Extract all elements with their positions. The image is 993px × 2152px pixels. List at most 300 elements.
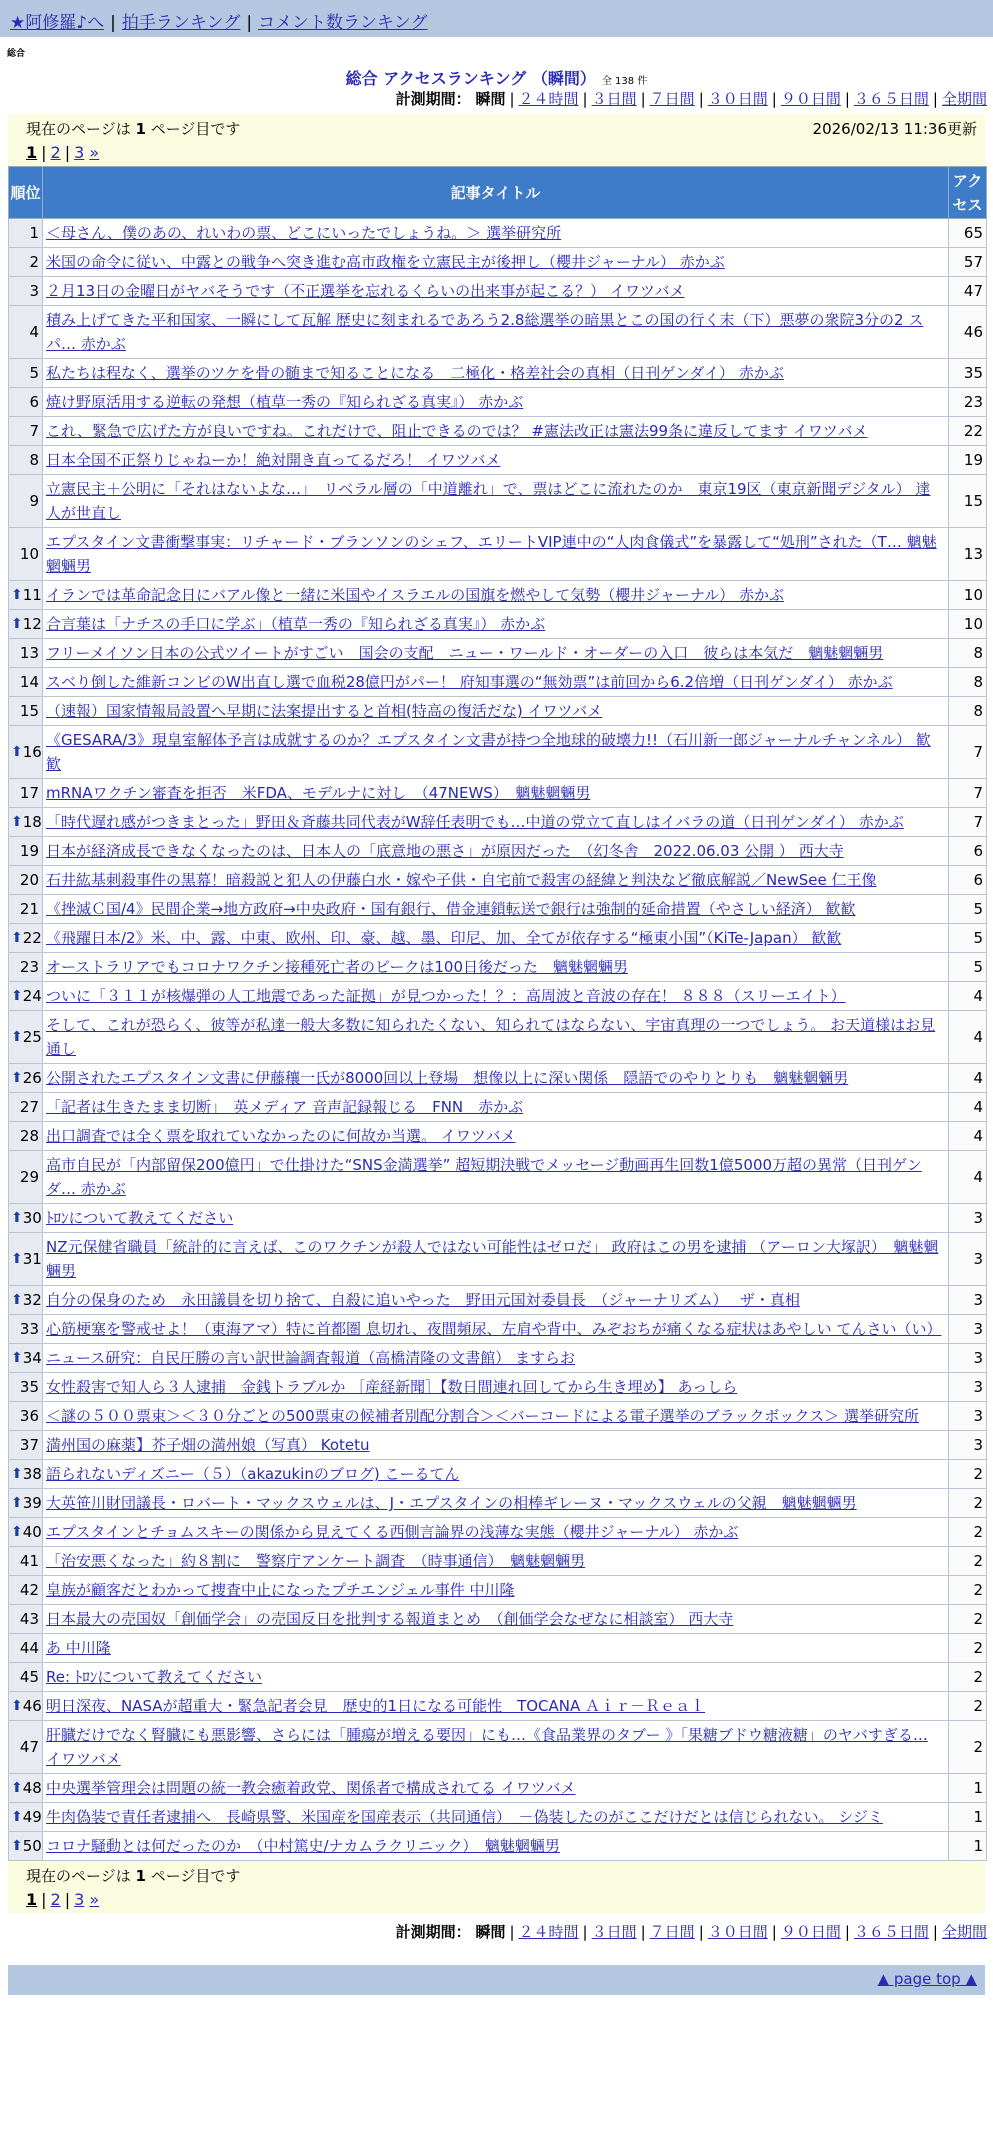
table-row <box>9 1344 987 1373</box>
article-title-link[interactable]: ニュース研究：自民圧勝の言い訳世論調査報道（高橋清隆の文書館） ますらお <box>46 1349 576 1367</box>
title-cell <box>43 581 949 610</box>
table-row <box>9 1286 987 1315</box>
rank-number: 44 <box>19 1639 39 1657</box>
article-title-link[interactable]: ついに「３１１が核爆弾の人工地震であった証拠」が見つかった！？：高周波と音波の存在！ ８８８（スリーエイト） <box>46 987 846 1005</box>
rank-number: 12 <box>22 615 42 633</box>
article-title-link[interactable]: 心筋梗塞を警戒せよ！（東海アマ）特に首都圏 息切れ、夜間頻尿、左肩や背中、みぞおちが痛くなる症状はあやしい てんさい（い） <box>46 1320 942 1338</box>
access-count: 2 <box>949 1663 987 1692</box>
title-cell <box>43 1431 949 1460</box>
table-row <box>9 1721 987 1774</box>
article-title-link[interactable]: 牛肉偽装で責任者逮捕へ 長崎県警、米国産を国産表示（共同通信） －偽装したのがここだけだとは信じられない。 シジミ <box>46 1808 883 1826</box>
page-info: 現在のページは 1 ページ目です <box>26 1867 241 1885</box>
rank-up-arrow-icon: ⬆ <box>11 1292 23 1308</box>
access-count: 10 <box>949 581 987 610</box>
title-cell <box>43 1692 949 1721</box>
table-row <box>9 924 987 953</box>
rank-up-arrow-icon: ⬆ <box>11 1838 23 1854</box>
title-cell <box>43 808 949 837</box>
rank-cell <box>9 668 43 697</box>
rank-cell <box>9 953 43 982</box>
article-title-link[interactable]: 日本最大の売国奴「創価学会」の売国反日を批判する報道まとめ （創価学会なぜなに相談室） 西大寺 <box>46 1610 734 1628</box>
access-count: 7 <box>949 779 987 808</box>
rank-number: 7 <box>29 422 39 440</box>
title-cell <box>43 1803 949 1832</box>
rank-cell <box>9 924 43 953</box>
rank-number: 23 <box>19 958 39 976</box>
page-link-2[interactable]: 2 <box>50 1890 61 1909</box>
article-title-link[interactable]: 《挫滅Ｃ国/4》民間企業→地方政府→中央政府・国有銀行、借金連鎖転送で銀行は強制的延命措置（やさしい経済） 歓歓 <box>46 900 856 918</box>
rank-number: 11 <box>22 586 42 604</box>
page-link-3[interactable]: 3 <box>74 1890 85 1909</box>
rank-number: 26 <box>22 1069 42 1087</box>
period-all-link[interactable]: 全期間 <box>941 90 987 108</box>
rank-number: 22 <box>22 929 42 947</box>
rank-number: 18 <box>22 813 42 831</box>
title-cell <box>43 1489 949 1518</box>
access-count: 3 <box>949 1373 987 1402</box>
table-row <box>9 1605 987 1634</box>
title-cell <box>43 1151 949 1204</box>
article-title-link[interactable]: 肝臓だけでなく腎臓にも悪影響、さらには「腫瘍が増える要因」にも…《食品業界のタブー 》「果糖ブドウ糖液糖」のヤバすぎる… イワツバメ <box>46 1726 928 1768</box>
title-cell <box>43 1064 949 1093</box>
next-page-link[interactable]: » <box>89 1890 100 1909</box>
rank-cell <box>9 1204 43 1233</box>
access-count: 15 <box>949 475 987 528</box>
access-count: 2 <box>949 1692 987 1721</box>
rank-up-arrow-icon: ⬆ <box>11 1029 23 1045</box>
article-title-link[interactable]: そして、これが恐らく、彼等が私達一般大多数に知られたくない、知られてはならない、宇宙真理の一つでしょう。 お天道様はお見通し <box>46 1016 936 1058</box>
rank-up-arrow-icon: ⬆ <box>11 930 23 946</box>
access-count: 35 <box>949 359 987 388</box>
access-count: 7 <box>949 808 987 837</box>
rank-up-arrow-icon: ⬆ <box>11 587 23 603</box>
rank-cell <box>9 866 43 895</box>
pagination: 1 | 2 | 3 » <box>26 1890 100 1909</box>
article-title-link[interactable]: NZ元保健省職員「統計的に言えば、このワクチンが殺人ではない可能性はゼロだ」 政府はこの男を逮捕 （アーロン大塚訳） 魑魅魍魎男 <box>46 1238 939 1280</box>
table-row <box>9 1373 987 1402</box>
rank-number: 33 <box>19 1320 39 1338</box>
access-count: 57 <box>949 248 987 277</box>
article-title-link[interactable]: 高市自民が「内部留保200億円」で仕掛けた“SNS金満選挙” 超短期決戦でメッセージ動画再生回数1億5000万超の異常（日刊ゲンダ… 赤かぶ <box>46 1156 922 1198</box>
rank-number: 10 <box>19 545 39 563</box>
period-selector-top: 計測期間： 瞬間 | ２４時間 | ３日間 | ７日間 | ３０日間 | ９０日間 | ３６５日間 | 全期間 <box>395 90 987 108</box>
rank-number: 8 <box>29 451 39 469</box>
article-title-link[interactable]: 大英笹川財団議長・ロバート・マックスウェルは、J・エプスタインの相棒ギレーヌ・マックスウェルの父親 魑魅魍魎男 <box>46 1494 857 1512</box>
article-title-link[interactable]: ＜謎の５００票束＞＜３０分ごとの500票束の候補者別配分割合＞＜バーコードによる電子選挙のブラックボックス＞ 選挙研究所 <box>46 1407 919 1425</box>
access-count: 4 <box>949 1011 987 1064</box>
table-row <box>9 1122 987 1151</box>
table-row <box>9 1774 987 1803</box>
rank-number: 17 <box>19 784 39 802</box>
access-count: 8 <box>949 668 987 697</box>
table-row <box>9 1315 987 1344</box>
table-row <box>9 388 987 417</box>
article-title-link[interactable]: （速報）国家情報局設置へ早期に法案提出すると首相(特高の復活だな) イワツバメ <box>46 702 603 720</box>
rank-cell <box>9 1315 43 1344</box>
article-title-link[interactable]: これ、緊急で広げた方が良いですね。これだけで、阻止できるのでは？ #憲法改正は憲法99条に違反してます イワツバメ <box>46 422 868 440</box>
title-cell <box>43 1122 949 1151</box>
period-selector-bottom: 計測期間： 瞬間 | ２４時間 | ３日間 | ７日間 | ３０日間 | ９０日間 | ３６５日間 | 全期間 <box>395 1923 987 1941</box>
rank-cell <box>9 726 43 779</box>
article-title-link[interactable]: 中央選挙管理会は問題の統一教会癒着政党、関係者で構成されてる イワツバメ <box>46 1779 576 1797</box>
access-count: 4 <box>949 982 987 1011</box>
access-count: 3 <box>949 1344 987 1373</box>
article-title-link[interactable]: 「治安悪くなった」約８割に 警察庁アンケート調査 （時事通信） 魑魅魍魎男 <box>46 1552 586 1570</box>
rank-cell <box>9 1547 43 1576</box>
rank-number: 3 <box>29 282 39 300</box>
title-cell <box>43 953 949 982</box>
rank-number: 32 <box>22 1291 42 1309</box>
rank-up-arrow-icon: ⬆ <box>11 1780 23 1796</box>
table-row <box>9 953 987 982</box>
title-cell <box>43 1204 949 1233</box>
table-row <box>9 1204 987 1233</box>
rank-cell <box>9 895 43 924</box>
rank-cell <box>9 1064 43 1093</box>
title-cell <box>43 1605 949 1634</box>
table-row <box>9 248 987 277</box>
footer-bar <box>8 1965 985 1995</box>
table-row <box>9 1011 987 1064</box>
rank-number: 20 <box>19 871 39 889</box>
title-cell <box>43 1832 949 1861</box>
rank-up-arrow-icon: ⬆ <box>11 1698 23 1714</box>
article-title-link[interactable]: コロナ騒動とは何だったのか （中村篤史/ナカムラクリニック） 魑魅魍魎男 <box>46 1837 560 1855</box>
article-title-link[interactable]: 合言葉は「ナチスの手口に学ぶ」（植草一秀の『知られざる真実』） 赤かぶ <box>46 615 546 633</box>
title-cell <box>43 388 949 417</box>
table-row <box>9 277 987 306</box>
access-count: 3 <box>949 1233 987 1286</box>
period-3d-link[interactable]: ３日間 <box>591 1923 637 1941</box>
title-cell <box>43 1634 949 1663</box>
title-cell <box>43 1774 949 1803</box>
article-title-link[interactable]: ﾄﾛﾝについて教えてください <box>46 1209 234 1227</box>
article-title-link[interactable]: スベり倒した維新コンビのW出直し選で血税28億円がパー！ 府知事選の“無効票”は前回から6.2倍増（日刊ゲンダイ） 赤かぶ <box>46 673 893 691</box>
article-title-link[interactable]: 立憲民主＋公明に「それはないよな…」 リベラル層の「中道離れ」で、票はどこに流れたのか 東京19区（東京新聞デジタル） 達人が世直し <box>46 480 931 522</box>
access-count: 19 <box>949 446 987 475</box>
applause-ranking-link[interactable]: 拍手ランキング <box>121 13 241 33</box>
rank-up-arrow-icon: ⬆ <box>11 1466 23 1482</box>
article-title-link[interactable]: ２月13日の金曜日がヤバそうです（不正選挙を忘れるくらいの出来事が起こる？） イワツバメ <box>46 282 685 300</box>
period-24h-link[interactable]: ２４時間 <box>518 90 579 108</box>
table-row <box>9 697 987 726</box>
rank-number: 9 <box>29 492 39 510</box>
article-title-link[interactable]: Re: ﾄﾛﾝについて教えてください <box>46 1668 263 1686</box>
column-header-rank: 順位 <box>9 167 43 219</box>
rank-cell <box>9 1692 43 1721</box>
rank-cell <box>9 1721 43 1774</box>
rank-cell <box>9 639 43 668</box>
rank-cell <box>9 1803 43 1832</box>
access-count: 22 <box>949 417 987 446</box>
rank-number: 43 <box>19 1610 39 1628</box>
rank-up-arrow-icon: ⬆ <box>11 988 23 1004</box>
period-label: 計測期間： <box>395 90 471 108</box>
rank-up-arrow-icon: ⬆ <box>11 1350 23 1366</box>
top-navigation-bar <box>0 0 993 37</box>
rank-up-arrow-icon: ⬆ <box>11 616 23 632</box>
article-title-link[interactable]: mRNAワクチン審査を拒否 米FDA、モデルナに対し （47NEWS） 魑魅魍魎男 <box>46 784 591 802</box>
pagination: 1 | 2 | 3 » <box>26 143 100 162</box>
rank-cell <box>9 1576 43 1605</box>
next-page-link[interactable]: » <box>89 143 100 162</box>
rank-cell <box>9 1233 43 1286</box>
rank-number: 35 <box>19 1378 39 1396</box>
rank-number: 29 <box>19 1168 39 1186</box>
title-cell <box>43 1547 949 1576</box>
title-cell <box>43 779 949 808</box>
rank-cell <box>9 1460 43 1489</box>
article-title-link[interactable]: 公開されたエプスタイン文書に伊藤穰一氏が8000回以上登場 想像以上に深い関係 隠語でのやりとりも 魑魅魍魎男 <box>46 1069 849 1087</box>
article-title-link[interactable]: 語られないディズニー（５）（akazukinのブログ) こーるてん <box>46 1465 460 1483</box>
access-count: 10 <box>949 610 987 639</box>
rank-number: 5 <box>29 364 39 382</box>
table-row <box>9 1576 987 1605</box>
rank-cell <box>9 1151 43 1204</box>
title-cell <box>43 1093 949 1122</box>
rank-cell <box>9 1518 43 1547</box>
rank-cell <box>9 1286 43 1315</box>
period-365d-link[interactable]: ３６５日間 <box>853 90 929 108</box>
rank-number: 1 <box>29 224 39 242</box>
article-title-link[interactable]: 自分の保身のため 永田議員を切り捨て、自殺に追いやった 野田元国対委員長 （ジャーナリズム） ザ・真相 <box>46 1291 800 1309</box>
table-row <box>9 417 987 446</box>
article-title-link[interactable]: 焼け野原活用する逆転の発想（植草一秀の『知られざる真実』） 赤かぶ <box>46 393 524 411</box>
table-row <box>9 982 987 1011</box>
period-all-link[interactable]: 全期間 <box>941 1923 987 1941</box>
rank-cell <box>9 1011 43 1064</box>
rank-cell <box>9 359 43 388</box>
period-7d-link[interactable]: ７日間 <box>649 1923 695 1941</box>
title-cell <box>43 359 949 388</box>
rank-number: 49 <box>22 1808 42 1826</box>
access-count: 2 <box>949 1721 987 1774</box>
title-cell <box>43 1315 949 1344</box>
period-7d-link[interactable]: ７日間 <box>649 90 695 108</box>
rank-cell <box>9 982 43 1011</box>
rank-cell <box>9 306 43 359</box>
rank-up-arrow-icon: ⬆ <box>11 1070 23 1086</box>
period-3d-link[interactable]: ３日間 <box>591 90 637 108</box>
rank-number: 40 <box>22 1523 42 1541</box>
access-count: 4 <box>949 1151 987 1204</box>
period-30d-link[interactable]: ３０日間 <box>707 90 768 108</box>
rank-up-arrow-icon: ⬆ <box>11 1210 23 1226</box>
rank-number: 21 <box>19 900 39 918</box>
article-title-link[interactable]: 皇族が顧客だとわかって捜査中止になったプチエンジェル事件 中川隆 <box>46 1581 515 1599</box>
rank-cell <box>9 277 43 306</box>
access-count: 3 <box>949 1315 987 1344</box>
period-24h-link[interactable]: ２４時間 <box>518 1923 579 1941</box>
access-count: 23 <box>949 388 987 417</box>
table-row <box>9 1093 987 1122</box>
total-count: 全 138 件 <box>601 76 648 87</box>
article-title-link[interactable]: 米国の命令に従い、中露との戦争へ突き進む高市政権を立憲民主が後押し（櫻井ジャーナル） 赤かぶ <box>46 253 725 271</box>
article-title-link[interactable]: 《GESARA/3》現皇室解体予言は成就するのか？エプスタイン文書が持つ全地球的破壊力!!（石川新一郎ジャーナルチャンネル） 歓歓 <box>46 731 931 773</box>
rank-number: 34 <box>22 1349 42 1367</box>
table-row <box>9 1634 987 1663</box>
column-header-access: アクセス <box>949 167 987 219</box>
title-cell <box>43 1233 949 1286</box>
title-cell <box>43 982 949 1011</box>
access-count: 5 <box>949 895 987 924</box>
rank-cell <box>9 1373 43 1402</box>
article-title-link[interactable]: 女性殺害で知人ら３人逮捕 金銭トラブルか ［産経新聞］【数日間連れ回してから生き埋め】 あっしら <box>46 1378 738 1396</box>
rank-number: 36 <box>19 1407 39 1425</box>
article-title-link[interactable]: エプスタイン文書衝撃事実：リチャード・ブランソンのシェフ、エリートVIP連中の“人肉食儀式”を暴露して“処刑”された（T… 魑魅魍魎男 <box>46 533 937 575</box>
title-cell <box>43 219 949 248</box>
article-title-link[interactable]: 日本が経済成長できなくなったのは、日本人の「底意地の悪さ」が原因だった （幻冬舎 2022.06.03 公開 ） 西大寺 <box>46 842 844 860</box>
page-title: 総合 アクセスランキング （瞬間） <box>345 69 596 88</box>
table-row <box>9 1233 987 1286</box>
rank-number: 37 <box>19 1436 39 1454</box>
rank-cell <box>9 219 43 248</box>
article-title-link[interactable]: 明日深夜、NASAが超重大・緊急記者会見 歴史的1日になる可能性 TOCANA Ａｉｒ－Ｒｅａｌ <box>46 1697 706 1715</box>
title-cell <box>43 475 949 528</box>
table-row <box>9 837 987 866</box>
ranking-table-body <box>9 219 987 1861</box>
article-title-link[interactable]: 《飛躍日本/2》米、中、露、中東、欧州、印、豪、越、墨、印尼、加、全てが依存する“極東小国”（KiTe-Japan） 歓歓 <box>46 929 842 947</box>
table-row <box>9 1518 987 1547</box>
title-cell <box>43 1402 949 1431</box>
period-90d-link[interactable]: ９０日間 <box>780 1923 841 1941</box>
access-count: 4 <box>949 1093 987 1122</box>
page-link-2[interactable]: 2 <box>50 143 61 162</box>
access-count: 13 <box>949 528 987 581</box>
article-title-link[interactable]: 出口調査では全く票を取れていなかったのに何故か当選。 イワツバメ <box>46 1127 516 1145</box>
title-cell <box>43 697 949 726</box>
article-title-link[interactable]: エプスタインとチョムスキーの関係から見えてくる西側言論界の浅薄な実態（櫻井ジャーナル） 赤かぶ <box>46 1523 739 1541</box>
article-title-link[interactable]: あ 中川隆 <box>46 1639 111 1657</box>
rank-cell <box>9 697 43 726</box>
table-row <box>9 475 987 528</box>
rank-cell <box>9 1663 43 1692</box>
access-count: 65 <box>949 219 987 248</box>
pager-bottom <box>8 1861 985 1913</box>
table-row <box>9 808 987 837</box>
title-cell <box>43 1721 949 1774</box>
rank-cell <box>9 1431 43 1460</box>
access-count: 8 <box>949 697 987 726</box>
article-title-link[interactable]: オーストラリアでもコロナワクチン接種死亡者のピークは100日後だった 魑魅魍魎男 <box>46 958 628 976</box>
article-title-link[interactable]: フリーメイソン日本の公式ツイートがすごい 国会の支配 ニュー・ワールド・オーダーの入口 彼らは本気だ 魑魅魍魎男 <box>46 644 884 662</box>
rank-cell <box>9 446 43 475</box>
table-row <box>9 306 987 359</box>
rank-up-arrow-icon: ⬆ <box>11 1524 23 1540</box>
table-row <box>9 610 987 639</box>
rank-number: 14 <box>19 673 39 691</box>
title-cell <box>43 1286 949 1315</box>
rank-number: 46 <box>22 1697 42 1715</box>
access-count: 2 <box>949 1460 987 1489</box>
rank-cell <box>9 1402 43 1431</box>
rank-number: 24 <box>22 987 42 1005</box>
period-365d-link[interactable]: ３６５日間 <box>853 1923 929 1941</box>
rank-up-arrow-icon: ⬆ <box>11 1809 23 1825</box>
rank-cell <box>9 1093 43 1122</box>
access-count: 1 <box>949 1832 987 1861</box>
rank-cell <box>9 808 43 837</box>
period-current: 瞬間 <box>475 1923 506 1941</box>
access-count: 46 <box>949 306 987 359</box>
article-title-link[interactable]: ＜母さん、僕のあの、れいわの票、どこにいったでしょうね。＞ 選挙研究所 <box>46 224 562 242</box>
article-title-link[interactable]: 満州国の麻薬】芥子畑の満州娘（写真） Kotetu <box>46 1436 370 1454</box>
genre-label: 総合 <box>7 49 26 59</box>
title-cell <box>43 668 949 697</box>
article-title-link[interactable]: 石井紘基刺殺事件の黒幕！暗殺説と犯人の伊藤白水・嫁や子供・自宅前で殺害の経緯と判決など徹底解説／NewSee 仁王像 <box>46 871 877 889</box>
table-row <box>9 866 987 895</box>
page-top-link[interactable]: ▲ page top ▲ <box>877 1970 977 1988</box>
access-count: 3 <box>949 1204 987 1233</box>
article-title-link[interactable]: 積み上げてきた平和国家、一瞬にして瓦解 歴史に刻まれるであろう2.8総選挙の暗黒とこの国の行く末（下）悪夢の衆院3分の2 スパ… 赤かぶ <box>46 311 924 353</box>
period-30d-link[interactable]: ３０日間 <box>707 1923 768 1941</box>
rank-cell <box>9 1605 43 1634</box>
rank-number: 39 <box>22 1494 42 1512</box>
rank-cell <box>9 475 43 528</box>
title-cell <box>43 610 949 639</box>
title-cell <box>43 1576 949 1605</box>
table-row <box>9 1803 987 1832</box>
rank-cell <box>9 417 43 446</box>
table-header-row <box>9 167 987 219</box>
title-cell <box>43 1011 949 1064</box>
table-row <box>9 219 987 248</box>
table-row <box>9 1547 987 1576</box>
nav-separator: | <box>246 13 253 33</box>
rank-cell <box>9 388 43 417</box>
title-cell <box>43 924 949 953</box>
table-row <box>9 1064 987 1093</box>
article-title-link[interactable]: 日本全国不正祭りじゃねーか！絶対開き直ってるだろ！ イワツバメ <box>46 451 501 469</box>
comment-ranking-link[interactable]: コメント数ランキング <box>258 13 428 33</box>
article-title-link[interactable]: 「時代遅れ感がつきまとった」野田＆斉藤共同代表がW辞任表明でも…中道の党立て直しはイバラの道（日刊ゲンダイ） 赤かぶ <box>46 813 904 831</box>
title-cell <box>43 446 949 475</box>
access-count: 3 <box>949 1286 987 1315</box>
table-row <box>9 1663 987 1692</box>
title-cell <box>43 1344 949 1373</box>
access-count: 5 <box>949 924 987 953</box>
page-link-3[interactable]: 3 <box>74 143 85 162</box>
table-row <box>9 1692 987 1721</box>
table-row <box>9 581 987 610</box>
period-90d-link[interactable]: ９０日間 <box>780 90 841 108</box>
article-title-link[interactable]: イランでは革命記念日にバアル像と一緒に米国やイスラエルの国旗を燃やして気勢（櫻井ジャーナル） 赤かぶ <box>46 586 784 604</box>
rank-number: 4 <box>29 323 39 341</box>
rank-cell <box>9 1344 43 1373</box>
access-count: 2 <box>949 1605 987 1634</box>
title-cell <box>43 306 949 359</box>
title-cell <box>43 726 949 779</box>
table-row <box>9 528 987 581</box>
rank-cell <box>9 1774 43 1803</box>
rank-number: 38 <box>22 1465 42 1483</box>
column-header-title: 記事タイトル <box>43 167 949 219</box>
page-info: 現在のページは 1 ページ目です <box>26 120 241 138</box>
article-title-link[interactable]: 私たちは程なく、選挙のツケを骨の髄まで知ることになる 二極化・格差社会の真相（日刊ゲンダイ） 赤かぶ <box>46 364 784 382</box>
table-row <box>9 668 987 697</box>
title-cell <box>43 837 949 866</box>
rank-number: 45 <box>19 1668 39 1686</box>
access-count: 8 <box>949 639 987 668</box>
access-count: 3 <box>949 1402 987 1431</box>
site-home-link[interactable]: ★阿修羅♪へ <box>10 13 105 33</box>
title-cell <box>43 1663 949 1692</box>
access-count: 2 <box>949 1634 987 1663</box>
ranking-heading <box>0 66 993 88</box>
access-count: 1 <box>949 1803 987 1832</box>
rank-number: 48 <box>22 1779 42 1797</box>
article-title-link[interactable]: 「記者は生きたまま切断」 英メディア 音声記録報じる FNN 赤かぶ <box>46 1098 524 1116</box>
